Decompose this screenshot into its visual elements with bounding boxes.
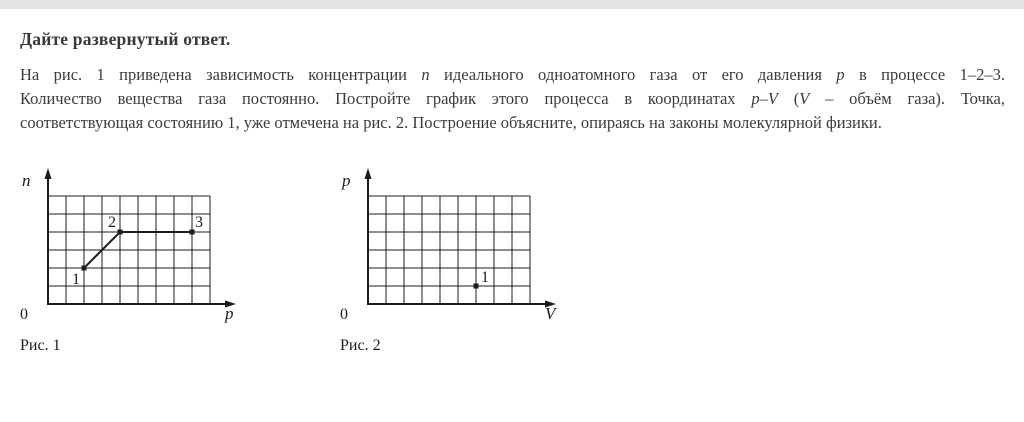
state-point-3	[190, 230, 195, 235]
figure-caption: Рис. 1	[20, 337, 61, 354]
plot-canvas	[338, 166, 578, 358]
state-point-label-3: 3	[195, 214, 203, 231]
y-axis-label: p	[342, 171, 351, 190]
state-point-label-1: 1	[481, 269, 489, 286]
state-point-label-2: 2	[108, 214, 116, 231]
y-axis-arrow-icon	[365, 168, 372, 179]
y-axis-arrow-icon	[45, 168, 52, 179]
y-axis-label: n	[22, 171, 31, 190]
top-bar	[0, 0, 1024, 9]
figure-caption: Рис. 2	[340, 337, 381, 354]
state-point-label-1: 1	[72, 271, 80, 288]
origin-label: 0	[20, 306, 28, 323]
grid	[368, 196, 530, 304]
state-point-2	[118, 230, 123, 235]
plot-canvas	[18, 166, 258, 358]
problem-statement	[20, 63, 1005, 135]
paragraph-line-3: соответствующая состоянию 1, уже отмечена на рис. 2. Построение объясните, опираясь на законы молекулярной физики.	[20, 113, 882, 132]
paragraph-line-2: Количество вещества газа постоянно. Постройте график этого процесса в координатах p–V (V – объём газа). Точка,	[20, 89, 1005, 108]
figure-2-plot	[338, 166, 578, 363]
page-title: Дайте развернутый ответ.	[20, 29, 231, 49]
state-point-1	[474, 284, 479, 289]
paragraph-line-1: На рис. 1 приведена зависимость концентрации n идеального одноатомного газа от его давления p в процессе 1–2–3.	[20, 65, 1005, 84]
state-point-1	[82, 266, 87, 271]
origin-label: 0	[340, 306, 348, 323]
x-axis-label: V	[545, 304, 556, 323]
x-axis-label: p	[225, 304, 234, 323]
figure-1-plot	[18, 166, 258, 363]
